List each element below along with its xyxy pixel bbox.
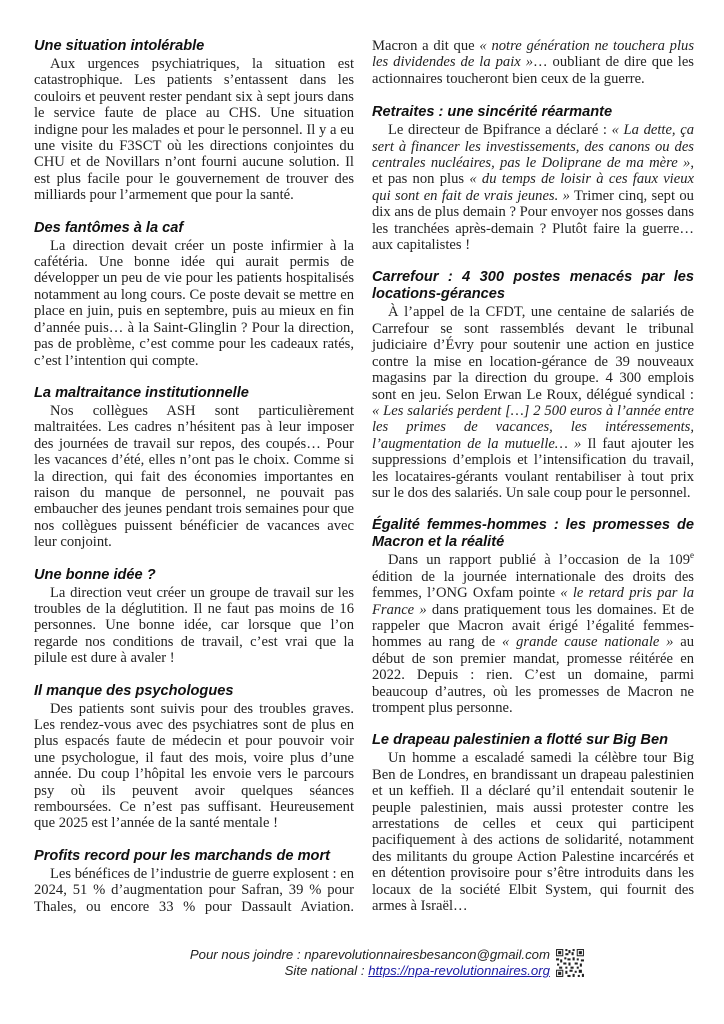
contact-email[interactable]: nparevolutionnairesbesancon@gmail.com bbox=[304, 947, 550, 962]
quote: « notre génération ne touchera plus les dividendes de la paix » bbox=[372, 38, 694, 71]
article-title: Une situation intolérable bbox=[34, 38, 205, 54]
left-column bbox=[34, 38, 354, 931]
article-psychologues bbox=[34, 683, 354, 832]
article-body: Aux urgences psychiatriques, la situation est catastrophique. Les patients s’entassent dans les couloirs et peuvent rester pendant six à sept jours dans le service faute de place au CHS. Une situation indigne pour les malades et pour le personnel. Il y a eu une visite du F3SCT où les directions conjointes du CHU et de Novillars n’ont fourni aucune solution. Il est plus facile pour le gouvernement de trouver des milliards pour l’armement que pour la santé. bbox=[34, 56, 354, 204]
quote: « du temps de loisir à ces faux vieux qui sont en fait de vrais jeunes. » bbox=[372, 171, 694, 204]
text-run: Il faut ajouter les suppressions d’emplois et l’intensification du travail, les locataires-gérants voulant rentabiliser à tout prix sur le dos des salariés. Un sale coup pour le personnel. bbox=[372, 435, 694, 501]
article-egalite bbox=[372, 517, 694, 716]
article-situation-intolerable bbox=[34, 38, 354, 204]
article-body: La direction devait créer un poste infirmier à la cafétéria. Une bonne idée qui aurait permis de développer un peu de vie pour les patients hospitalisés notamment au long cours. Ce poste devait se mettre en place en juin, puis en septembre, puis au mieux en fin d’année puis… à la Saint-Glinglin ? Pour la direction, pas de problème, c’est comme pour les cadeaux ratés, c’est l’intention qui compte. bbox=[34, 237, 354, 369]
quote: « Les salariés perdent […] 2 500 euros à l’année entre les primes de vacances, les intéressements, l’augmentation de la mutuelle… » bbox=[372, 402, 694, 452]
site-link[interactable]: https://npa-revolutionnaires.org bbox=[368, 963, 550, 978]
quote: « La dette, ça sert à financer les investissements, des canons ou des centrales nucléaires, pas le Doliprane de ma mère » bbox=[372, 122, 694, 172]
article-title: Le drapeau palestinien a flotté sur Big Ben bbox=[372, 732, 668, 749]
article-body bbox=[372, 304, 694, 501]
article-title: La maltraitance institutionnelle bbox=[34, 384, 249, 401]
footer-contact bbox=[190, 947, 550, 979]
text-run: édition de la journée internationale des droits des femmes, l’ONG Oxfam pointe bbox=[372, 568, 694, 602]
right-column bbox=[372, 38, 694, 931]
article-body bbox=[372, 552, 694, 716]
article-title: Il manque des psychologues bbox=[34, 682, 234, 699]
article-carrefour bbox=[372, 269, 694, 501]
article-continuation: Macron a dit que « notre génération ne touchera plus les dividendes de la paix »… oubliant de dire que les actionnaires toucheront bien ceux de la guerre. bbox=[372, 38, 694, 87]
text-run: , et pas non plus bbox=[372, 155, 694, 188]
text-run: À l’appel de la CFDT, une centaine de salariés de Carrefour se sont rassemblés devant le tribunal judiciaire d’Évry pour soutenir une action en justice contre la mise en location-gérance de 39 nouveaux magasins par la direction du groupe. 4 300 emplois sont en jeu. Selon Erwan Le Roux, délégué syndical : bbox=[372, 304, 694, 403]
article-title: Profits record pour les marchands de mort bbox=[34, 847, 331, 864]
article-title: Retraites : une sincérité réarmante bbox=[372, 104, 613, 121]
text-run: dans pratiquement tous les domaines. Et de rappeler que Macron avait érigé l’égalité femmes-hommes au rang de bbox=[372, 601, 694, 651]
article-title: Une bonne idée ? bbox=[34, 566, 156, 583]
text-run: Dans un rapport publié à l’occasion de la 109 bbox=[388, 552, 690, 569]
article-title: Des fantômes à la caf bbox=[34, 219, 184, 236]
article-drapeau-palestinien bbox=[372, 732, 694, 914]
site-line: Site national : https://npa-revolutionnaires.org bbox=[284, 963, 550, 978]
text-run: Le directeur de Bpifrance a déclaré : bbox=[388, 122, 612, 139]
article-body: Des patients sont suivis pour des troubles graves. Les rendez-vous avec des psychiatres sont de plus en plus espacés faute de médecin et pour pouvoir voir une psychologue, il faut des mois, voire plus d’une année. Du coup l’hôpital les envoie vers le parcours psy où ils peuvent avoir quelques séances remboursées. Ce n’est pas suffisant. Heureusement que 2025 est l’année de la santé mentale ! bbox=[34, 700, 354, 832]
text-run: Trimer cinq, sept ou dix ans de plus demain ? Pour envoyer nos gosses dans les tranchées après-demain ? Plutôt faire la guerre… aux capitalistes ! bbox=[372, 187, 694, 254]
quote: « le retard pris par la France » bbox=[372, 585, 694, 618]
article-body: Nos collègues ASH sont particulièrement maltraitées. Les cadres n’hésitent pas à leur imposer des journées de travail sur repos, des coupés… Pour les vacances d’été, elles n’ont pas le choix. Comme si la direction, qui fait des économies importantes en raison du manque de personnel, ne pouvait pas embaucher des jeunes pendant trois semaines pour que nos collègues puissent bénéficier de vacances avec leur conjoint. bbox=[34, 402, 354, 551]
article-maltraitance bbox=[34, 385, 354, 551]
quote: « grande cause nationale » bbox=[502, 634, 674, 651]
text-run: au début de son premier mandat, promesse réitérée en 2022. Depuis : rien. C’est un domaine, parmi beaucoup d’autres, où les promesses de Macron ne trompent plus personne. bbox=[372, 634, 695, 716]
article-body: Un homme a escaladé samedi la célèbre tour Big Ben de Londres, en brandissant un drapeau palestinien et un keffieh. Il a déclaré qu’il entendait soutenir le peuple palestinien, mais aussi protester contre les arrestations de celles et ceux qui participent pacifiquement à des actions de solidarité, notamment des militants du groupe Action Palestine incarcérés et en détention provisoire pour s’être introduits dans les locaux de la société Elbit System, qui fournit des armes à Israël… bbox=[372, 750, 694, 915]
article-body: Les bénéfices de l’industrie de guerre explosent : en 2024, 51 % d’augmentation pour Safran, 39 % pour Thales, ou encore 33 % pour Dassault Aviation. bbox=[34, 865, 354, 915]
newsletter-page bbox=[34, 38, 694, 931]
article-bonne-idee bbox=[34, 567, 354, 667]
article-title: Carrefour : 4 300 postes menacés par les locations-gérances bbox=[372, 269, 694, 303]
superscript: e bbox=[690, 550, 694, 561]
contact-line: Pour nous joindre : nparevolutionnairesbesancon@gmail.com bbox=[189, 947, 550, 962]
article-profits-record bbox=[34, 848, 354, 915]
article-body: La direction veut créer un groupe de travail sur les troubles de la déglutition. Il ne faut pas moins de 16 personnes. Une bonne idée, car lorsque que l’on regarde nos conditions de travail, c’est vrai que la pilule est dure à avaler ! bbox=[34, 584, 354, 667]
article-retraites bbox=[372, 104, 694, 253]
article-title: Égalité femmes-hommes : les promesses de Macron et la réalité bbox=[372, 517, 694, 551]
qr-code-icon bbox=[555, 948, 585, 978]
article-body bbox=[372, 122, 694, 253]
article-fantomes-caf bbox=[34, 220, 354, 369]
